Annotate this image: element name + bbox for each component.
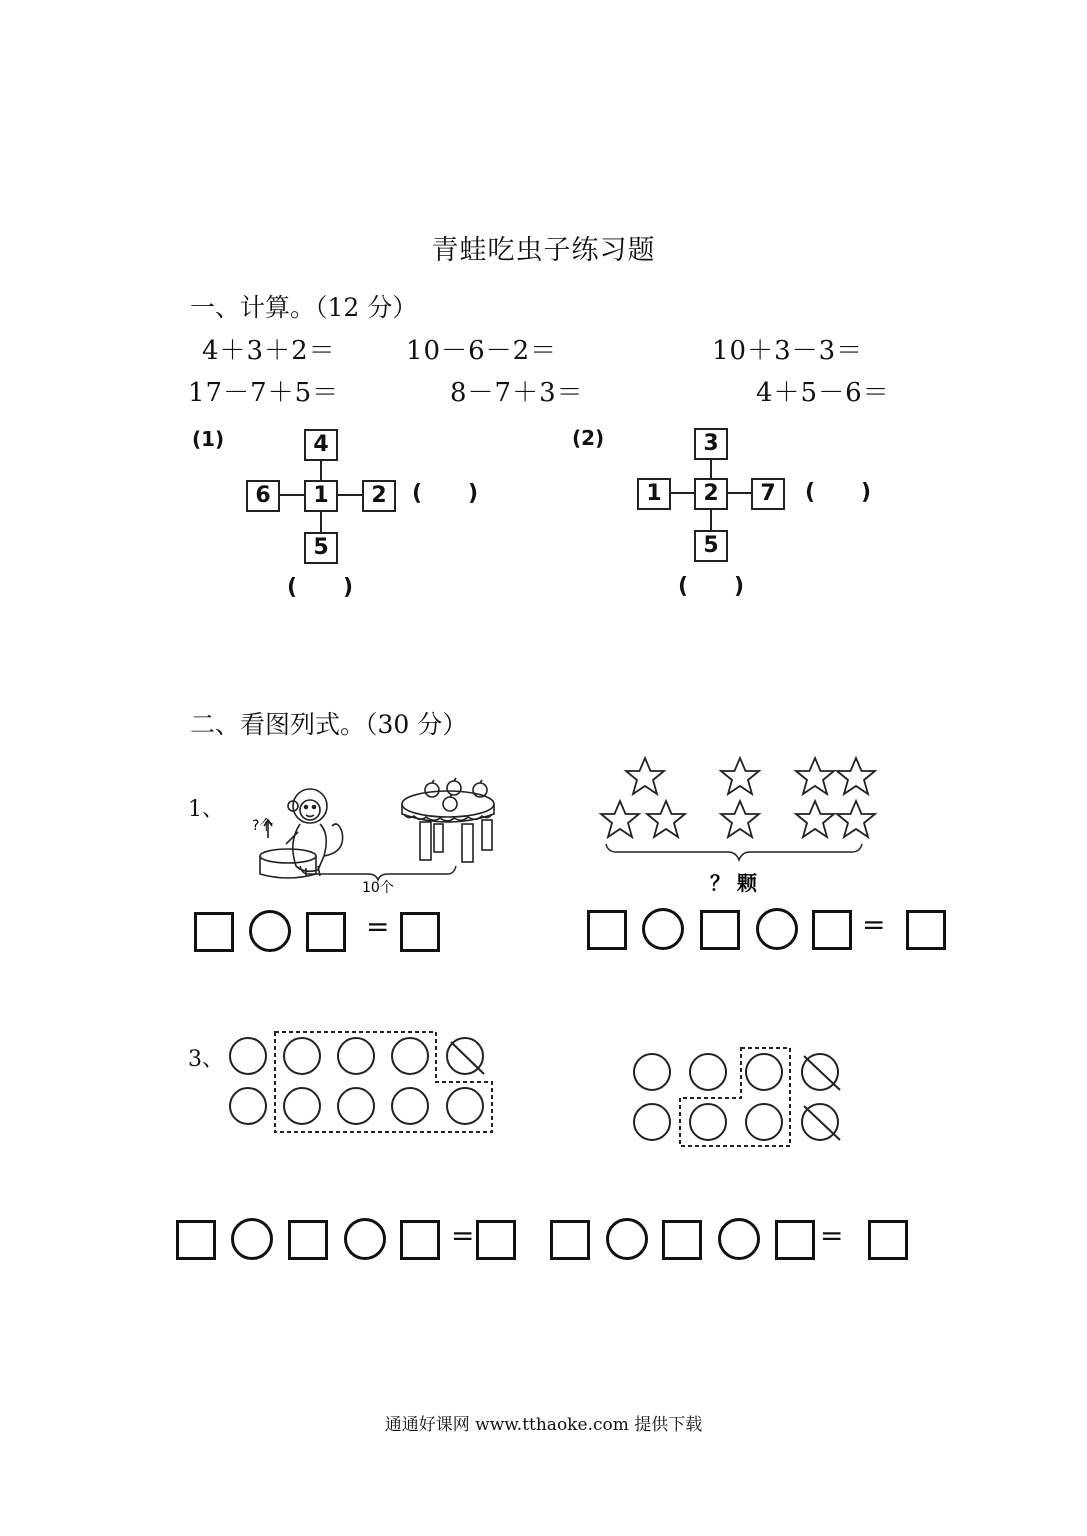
equals-sign: =: [451, 1219, 475, 1252]
answer-box[interactable]: [288, 1220, 328, 1260]
number-box-center: 1: [304, 480, 338, 512]
circles-group-right: [620, 1036, 860, 1156]
equation: 4＋3＋2＝: [202, 336, 336, 366]
number-box-bottom: 5: [694, 530, 728, 562]
operator-circle[interactable]: [249, 910, 291, 952]
equation: 8－7＋3＝: [450, 378, 584, 408]
dashed-selection: [275, 1032, 492, 1132]
circles-group-left: [222, 1024, 512, 1142]
circle-icon: [634, 1054, 670, 1090]
star-icon: [721, 801, 759, 837]
star-icon: [796, 758, 834, 794]
operator-circle[interactable]: [344, 1218, 386, 1260]
answer-box[interactable]: [868, 1220, 908, 1260]
answer-box[interactable]: [812, 910, 852, 950]
puzzle-label: (1): [192, 427, 225, 451]
operator-circle[interactable]: [718, 1218, 760, 1260]
table-icon: [402, 778, 494, 862]
equation: 10－6－2＝: [406, 336, 558, 366]
number-box-top: 3: [694, 428, 728, 460]
question-label: ？ 颗: [710, 871, 757, 895]
circle-icon: [690, 1054, 726, 1090]
equals-sign: =: [366, 910, 390, 943]
page-title: 青蛙吃虫子练习题: [431, 235, 656, 266]
answer-paren-bottom[interactable]: ( ): [287, 575, 354, 600]
section1-heading: 一、计算。（12 分）: [190, 293, 418, 322]
circle-icon: [284, 1088, 320, 1124]
total-label: 10个: [362, 880, 394, 896]
answer-box[interactable]: [662, 1220, 702, 1260]
circle-icon: [338, 1088, 374, 1124]
answer-box[interactable]: [587, 910, 627, 950]
circle-icon: [392, 1088, 428, 1124]
answer-box[interactable]: [176, 1220, 216, 1260]
circle-icon: [284, 1038, 320, 1074]
answer-box[interactable]: [775, 1220, 815, 1260]
answer-paren-right[interactable]: ( ): [412, 481, 479, 506]
equals-sign: =: [820, 1219, 844, 1252]
operator-circle[interactable]: [642, 908, 684, 950]
problem-number: 3、: [188, 1047, 224, 1072]
dashed-selection: [680, 1048, 790, 1146]
number-box-right: 2: [362, 480, 396, 512]
circle-icon: [230, 1038, 266, 1074]
total-brace: [606, 844, 862, 860]
number-box-left: 1: [637, 478, 671, 510]
puzzle-label: (2): [572, 426, 605, 450]
star-icon: [626, 758, 664, 794]
stars-illustration: [590, 752, 890, 902]
number-box-center: 2: [694, 478, 728, 510]
monkey-table-illustration: [248, 770, 528, 900]
star-icon: [721, 758, 759, 794]
answer-box[interactable]: [400, 1220, 440, 1260]
circle-icon: [447, 1088, 483, 1124]
question-mark-label: ?个: [252, 818, 274, 834]
equation: 17－7＋5＝: [188, 378, 340, 408]
star-icon: [837, 801, 875, 837]
number-box-right: 7: [751, 478, 785, 510]
circle-icon: [690, 1104, 726, 1140]
answer-box[interactable]: [194, 912, 234, 952]
answer-box[interactable]: [476, 1220, 516, 1260]
problem-number: 1、: [188, 797, 224, 822]
circle-icon: [746, 1104, 782, 1140]
operator-circle[interactable]: [606, 1218, 648, 1260]
star-icon: [601, 801, 639, 837]
star-icon: [796, 801, 834, 837]
circle-icon: [746, 1054, 782, 1090]
answer-box[interactable]: [400, 912, 440, 952]
equation: 4＋5－6＝: [756, 378, 890, 408]
operator-circle[interactable]: [756, 908, 798, 950]
star-icon: [647, 801, 685, 837]
number-box-left: 6: [246, 480, 280, 512]
number-box-bottom: 5: [304, 532, 338, 564]
equation: 10＋3－3＝: [712, 336, 864, 366]
answer-paren-bottom[interactable]: ( ): [678, 574, 745, 599]
operator-circle[interactable]: [231, 1218, 273, 1260]
answer-box[interactable]: [550, 1220, 590, 1260]
circle-icon: [392, 1038, 428, 1074]
circle-icon: [338, 1038, 374, 1074]
footer-text: 通通好课网 www.tthaoke.com 提供下载: [384, 1415, 703, 1435]
answer-paren-right[interactable]: ( ): [805, 480, 872, 505]
circle-icon: [230, 1088, 266, 1124]
answer-box[interactable]: [306, 912, 346, 952]
section2-heading: 二、看图列式。（30 分）: [190, 710, 468, 739]
star-icon: [837, 758, 875, 794]
equals-sign: =: [862, 908, 886, 941]
number-box-top: 4: [304, 429, 338, 461]
answer-box[interactable]: [700, 910, 740, 950]
circle-icon: [634, 1104, 670, 1140]
total-brace: [300, 866, 456, 880]
answer-box[interactable]: [906, 910, 946, 950]
